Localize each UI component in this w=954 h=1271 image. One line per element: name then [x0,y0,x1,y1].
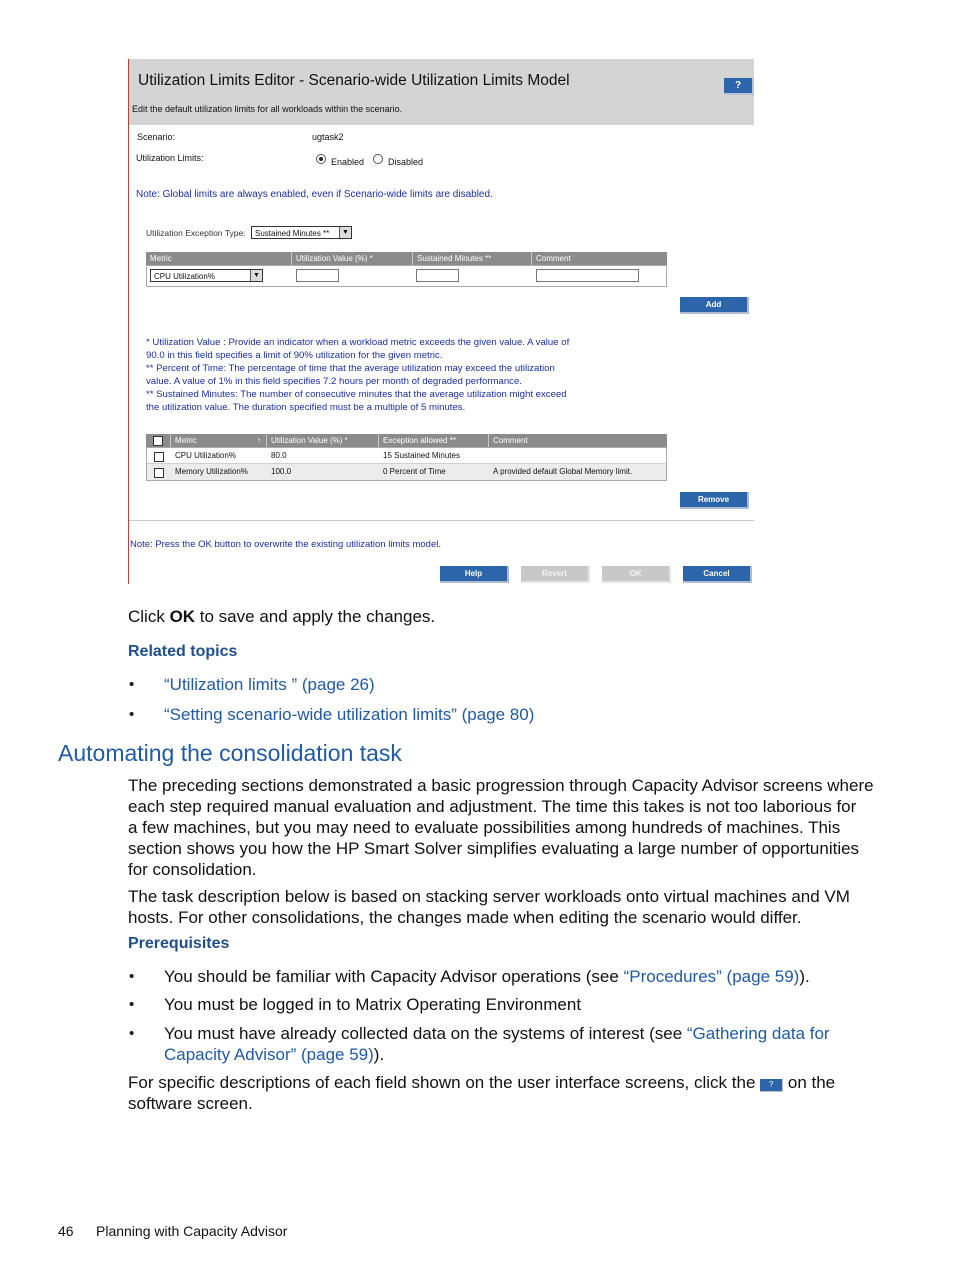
sustained-minutes-input[interactable] [416,269,459,282]
prereq-text: You must have already collected data on the systems of interest (see [164,1024,687,1043]
metric-select-value: CPU Utilization% [154,272,215,281]
section-title: Automating the consolidation task [58,740,402,766]
final-paragraph [128,1072,835,1114]
paragraph-line: hosts. For other consolidations, the changes made when editing the scenario would differ. [128,908,802,927]
entry-header-comment: Comment [536,254,571,263]
utilization-limits-label: Utilization Limits: [136,153,204,163]
list-header-exception: Exception allowed ** [379,434,489,447]
bullet-icon: • [129,996,135,1013]
disabled-radio[interactable] [373,154,383,164]
gathering-data-link[interactable]: “Gathering data for [686,1024,830,1043]
row-divider [147,463,666,464]
help-question-icon: ? [760,1079,783,1092]
final-text: on the [783,1073,836,1092]
list-header-metric-label: Metric [175,436,197,445]
row-metric: Memory Utilization% [175,467,248,476]
disabled-label: Disabled [388,157,424,167]
related-link-utilization-limits[interactable]: “Utilization limits ” (page 26) [164,675,375,694]
exception-type-value: Sustained Minutes ** [255,229,330,238]
gathering-data-link[interactable]: Capacity Advisor” (page 59) [164,1045,374,1064]
limits-table-header [146,434,667,447]
paragraph-2 [128,886,850,928]
prerequisite-item [164,966,810,987]
divider [129,520,754,521]
list-header-value: Utilization Value (%) * [267,434,379,447]
header-select-all [146,434,171,447]
paragraph-line: The task description below is based on stacking server workloads onto virtual machines and VM [128,887,850,906]
procedures-link[interactable]: “Procedures” (page 59) [623,967,800,986]
metric-select[interactable] [150,269,263,282]
paragraph-line: a few machines, but you may need to evaluate possibilities among hundreds of machines. This [128,818,841,837]
row-exception: 0 Percent of Time [383,467,446,476]
panel-left-border [128,59,129,584]
row-exception: 15 Sustained Minutes [383,451,460,460]
footnote-line: * Utilization Value : Provide an indicator when a workload metric exceeds the given value. A value of [146,337,570,348]
ok-overwrite-note: Note: Press the OK button to overwrite the existing utilization limits model. [130,539,441,550]
enabled-label: Enabled [331,157,365,167]
click-ok-bold: OK [169,607,196,626]
bullet-icon: • [129,1025,135,1042]
editor-subtitle: Edit the default utilization limits for all workloads within the scenario. [132,104,403,114]
chevron-down-icon: ▼ [250,270,262,281]
ok-button[interactable]: OK [602,566,671,583]
list-header-comment: Comment [493,436,528,445]
prerequisite-item [164,1023,830,1065]
bullet-icon: • [129,676,135,693]
exception-type-select[interactable] [251,226,352,239]
bullet-icon: • [129,968,135,985]
entry-header-value: Utilization Value (%) * [292,252,413,265]
entry-header-metric: Metric [146,252,292,265]
scenario-label: Scenario: [137,132,176,142]
paragraph-1 [128,775,874,880]
utilization-value-input[interactable] [296,269,339,282]
footnote-line: the utilization value. The duration specified must be a multiple of 5 minutes. [146,402,466,413]
list-header-metric[interactable] [171,434,267,447]
prerequisites-heading: Prerequisites [128,935,230,952]
enabled-radio[interactable] [316,154,326,164]
prerequisite-item: You must be logged in to Matrix Operating Environment [164,995,582,1014]
paragraph-line: each step required manual evaluation and adjustment. The time this takes is not too laborious for [128,797,857,816]
remove-button[interactable]: Remove [680,492,749,509]
editor-title: Utilization Limits Editor - Scenario-wide Utilization Limits Model [138,72,570,89]
row-value: 80.0 [271,451,287,460]
row-checkbox[interactable] [154,468,164,478]
chapter-title: Planning with Capacity Advisor [96,1223,288,1239]
row-checkbox[interactable] [154,452,164,462]
sort-arrow-icon: ↑ [257,436,261,445]
chevron-down-icon: ▼ [339,227,351,238]
global-limits-note: Note: Global limits are always enabled, even if Scenario-wide limits are disabled. [136,189,493,200]
click-ok-post: to save and apply the changes. [195,607,436,626]
related-link-scenario-wide-limits[interactable]: “Setting scenario-wide utilization limits” (page 80) [164,705,535,724]
row-comment: A provided default Global Memory limit. [493,467,633,476]
revert-button[interactable]: Revert [521,566,590,583]
bullet-icon: • [129,706,135,723]
scenario-value: ugtask2 [312,132,344,142]
prereq-text: ). [373,1045,385,1064]
click-ok-pre: Click [128,607,170,626]
entry-table-header [146,252,667,265]
prereq-text: ). [799,967,810,986]
click-ok-instruction [128,606,435,627]
add-button[interactable]: Add [680,297,749,314]
related-topics-heading: Related topics [128,643,238,660]
footnote-line: ** Percent of Time: The percentage of time that the average utilization may exceed the utilization [146,363,555,374]
paragraph-line: section shows you how the HP Smart Solver simplifies evaluating a large number of opportunities [128,839,860,858]
editor-header [129,59,754,125]
select-all-checkbox[interactable] [153,436,163,446]
row-value: 100.0 [271,467,292,476]
exception-type-label: Utilization Exception Type: [146,228,246,238]
footnote-line: value. A value of 1% in this field specifies 7.2 hours per month of degraded performance. [146,376,522,387]
paragraph-line: The preceding sections demonstrated a basic progression through Capacity Advisor screens where [128,776,874,795]
help-question-icon[interactable]: ? [724,78,754,95]
prereq-text: You should be familiar with Capacity Advisor operations (see [164,967,624,986]
row-metric: CPU Utilization% [175,451,236,460]
paragraph-line: for consolidation. [128,860,257,879]
page-number: 46 [58,1223,74,1239]
utilization-limits-editor-screenshot [128,59,754,584]
final-text: software screen. [128,1094,253,1113]
help-button[interactable]: Help [440,566,509,583]
footnote-line: 90.0 in this field specifies a limit of 90% utilization for the given metric. [146,350,443,361]
final-text: For specific descriptions of each field shown on the user interface screens, click the [128,1073,761,1092]
entry-header-sustained: Sustained Minutes ** [413,252,532,265]
footnote-line: ** Sustained Minutes: The number of consecutive minutes that the average utilization might exceed [146,389,567,400]
comment-input[interactable] [536,269,639,282]
cancel-button[interactable]: Cancel [683,566,752,583]
